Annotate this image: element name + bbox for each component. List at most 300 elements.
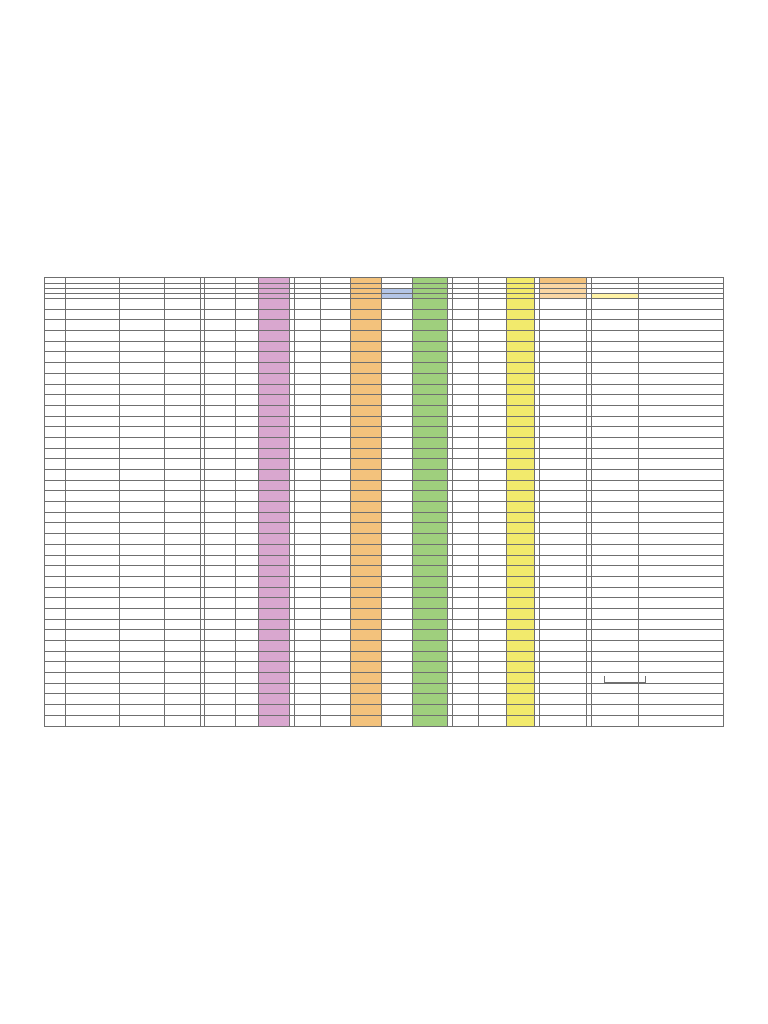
table-cell xyxy=(235,373,259,384)
table-cell xyxy=(259,309,290,320)
table-row xyxy=(45,341,724,352)
table-cell xyxy=(591,576,638,587)
table-cell xyxy=(478,470,506,481)
table-cell xyxy=(478,608,506,619)
table-cell xyxy=(45,373,66,384)
table-cell xyxy=(235,427,259,438)
table-cell xyxy=(539,341,586,352)
table-cell xyxy=(66,715,120,726)
table-cell xyxy=(452,405,478,416)
table-cell xyxy=(165,523,200,534)
table-cell xyxy=(412,384,447,395)
table-cell xyxy=(205,534,236,545)
table-cell xyxy=(506,608,534,619)
table-row xyxy=(45,427,724,438)
table-cell xyxy=(351,502,382,513)
table-cell xyxy=(45,587,66,598)
table-cell xyxy=(66,395,120,406)
table-cell xyxy=(506,512,534,523)
table-cell xyxy=(382,470,413,481)
table-row xyxy=(45,715,724,726)
table-cell xyxy=(205,512,236,523)
table-cell xyxy=(165,299,200,310)
salary-arrears-sheet xyxy=(44,277,724,727)
table-cell xyxy=(478,534,506,545)
table-cell xyxy=(412,544,447,555)
table-cell xyxy=(259,715,290,726)
table-cell xyxy=(478,427,506,438)
table-cell xyxy=(294,705,320,716)
table-cell xyxy=(120,437,165,448)
table-cell xyxy=(45,705,66,716)
table-cell xyxy=(120,363,165,374)
table-cell xyxy=(294,384,320,395)
table-cell xyxy=(539,384,586,395)
table-cell xyxy=(539,619,586,630)
table-cell xyxy=(506,331,534,342)
table-cell xyxy=(382,544,413,555)
table-cell xyxy=(539,630,586,641)
table-cell xyxy=(165,470,200,481)
table-cell xyxy=(506,662,534,673)
table-cell xyxy=(120,502,165,513)
table-cell xyxy=(412,576,447,587)
table-cell xyxy=(351,544,382,555)
table-cell xyxy=(452,630,478,641)
table-row xyxy=(45,331,724,342)
table-cell xyxy=(412,395,447,406)
table-cell xyxy=(638,662,723,673)
table-cell xyxy=(320,405,351,416)
table-cell xyxy=(235,523,259,534)
table-row xyxy=(45,299,724,310)
table-cell xyxy=(506,502,534,513)
table-cell xyxy=(591,448,638,459)
table-cell xyxy=(235,395,259,406)
table-cell xyxy=(351,651,382,662)
table-cell xyxy=(45,437,66,448)
table-cell xyxy=(539,448,586,459)
table-cell xyxy=(205,309,236,320)
table-cell xyxy=(294,598,320,609)
table-cell xyxy=(382,715,413,726)
table-cell xyxy=(412,523,447,534)
table-cell xyxy=(452,416,478,427)
table-cell xyxy=(382,384,413,395)
table-cell xyxy=(506,373,534,384)
table-cell xyxy=(235,341,259,352)
table-cell xyxy=(539,309,586,320)
table-cell xyxy=(452,576,478,587)
table-cell xyxy=(452,555,478,566)
table-cell xyxy=(235,352,259,363)
table-cell xyxy=(506,576,534,587)
table-cell xyxy=(259,566,290,577)
table-cell xyxy=(591,373,638,384)
table-cell xyxy=(165,705,200,716)
table-cell xyxy=(66,512,120,523)
table-cell xyxy=(165,651,200,662)
table-cell xyxy=(478,523,506,534)
table-cell xyxy=(120,619,165,630)
table-cell xyxy=(120,705,165,716)
table-cell xyxy=(120,587,165,598)
table-cell xyxy=(412,363,447,374)
table-cell xyxy=(320,502,351,513)
table-cell xyxy=(591,555,638,566)
table-cell xyxy=(320,416,351,427)
table-cell xyxy=(120,416,165,427)
table-cell xyxy=(591,544,638,555)
table-cell xyxy=(45,309,66,320)
table-cell xyxy=(259,619,290,630)
table-cell xyxy=(320,309,351,320)
table-cell xyxy=(351,619,382,630)
table-cell xyxy=(478,416,506,427)
table-cell xyxy=(382,299,413,310)
table-cell xyxy=(412,427,447,438)
table-cell xyxy=(235,651,259,662)
table-cell xyxy=(165,598,200,609)
table-cell xyxy=(66,320,120,331)
table-cell xyxy=(351,309,382,320)
table-cell xyxy=(120,544,165,555)
table-cell xyxy=(259,427,290,438)
table-cell xyxy=(452,587,478,598)
table-cell xyxy=(66,502,120,513)
table-cell xyxy=(205,405,236,416)
table-cell xyxy=(382,608,413,619)
table-cell xyxy=(259,608,290,619)
table-cell xyxy=(320,470,351,481)
table-cell xyxy=(351,534,382,545)
table-cell xyxy=(506,405,534,416)
table-cell xyxy=(320,373,351,384)
table-cell xyxy=(638,608,723,619)
table-cell xyxy=(45,491,66,502)
table-cell xyxy=(478,352,506,363)
table-cell xyxy=(320,630,351,641)
table-cell xyxy=(120,641,165,652)
table-cell xyxy=(591,630,638,641)
table-cell xyxy=(320,566,351,577)
table-cell xyxy=(205,373,236,384)
table-cell xyxy=(382,641,413,652)
table-cell xyxy=(205,641,236,652)
table-cell xyxy=(294,437,320,448)
table-cell xyxy=(638,480,723,491)
table-cell xyxy=(120,341,165,352)
table-cell xyxy=(591,523,638,534)
table-cell xyxy=(205,416,236,427)
table-cell xyxy=(478,320,506,331)
arrears-table xyxy=(44,277,724,727)
table-cell xyxy=(452,299,478,310)
table-cell xyxy=(235,512,259,523)
table-cell xyxy=(66,341,120,352)
table-cell xyxy=(235,705,259,716)
table-cell xyxy=(351,491,382,502)
table-cell xyxy=(45,427,66,438)
table-cell xyxy=(539,491,586,502)
table-cell xyxy=(294,352,320,363)
table-cell xyxy=(259,662,290,673)
table-cell xyxy=(259,437,290,448)
table-cell xyxy=(638,470,723,481)
table-cell xyxy=(351,715,382,726)
table-cell xyxy=(351,341,382,352)
table-cell xyxy=(478,480,506,491)
table-cell xyxy=(591,470,638,481)
table-cell xyxy=(351,630,382,641)
table-cell xyxy=(539,705,586,716)
table-cell xyxy=(205,576,236,587)
table-cell xyxy=(165,619,200,630)
table-row xyxy=(45,448,724,459)
table-cell xyxy=(591,437,638,448)
table-cell xyxy=(506,448,534,459)
table-cell xyxy=(591,341,638,352)
table-cell xyxy=(452,715,478,726)
table-cell xyxy=(45,341,66,352)
table-cell xyxy=(412,416,447,427)
table-row xyxy=(45,405,724,416)
table-cell xyxy=(45,395,66,406)
table-row xyxy=(45,470,724,481)
table-cell xyxy=(539,363,586,374)
table-cell xyxy=(638,341,723,352)
table-cell xyxy=(259,587,290,598)
table-cell xyxy=(638,587,723,598)
table-cell xyxy=(165,715,200,726)
table-cell xyxy=(66,299,120,310)
table-cell xyxy=(412,512,447,523)
table-cell xyxy=(45,480,66,491)
table-row xyxy=(45,587,724,598)
table-cell xyxy=(320,331,351,342)
table-cell xyxy=(382,662,413,673)
table-cell xyxy=(591,502,638,513)
table-cell xyxy=(235,416,259,427)
table-cell xyxy=(235,544,259,555)
table-cell xyxy=(506,587,534,598)
table-cell xyxy=(294,309,320,320)
table-cell xyxy=(205,320,236,331)
table-row xyxy=(45,352,724,363)
table-cell xyxy=(638,405,723,416)
table-cell xyxy=(205,341,236,352)
table-cell xyxy=(120,320,165,331)
table-cell xyxy=(478,331,506,342)
table-cell xyxy=(452,608,478,619)
table-cell xyxy=(259,299,290,310)
table-cell xyxy=(638,555,723,566)
table-cell xyxy=(506,309,534,320)
table-cell xyxy=(478,587,506,598)
table-cell xyxy=(45,651,66,662)
table-cell xyxy=(412,534,447,545)
table-cell xyxy=(452,309,478,320)
table-cell xyxy=(294,299,320,310)
table-cell xyxy=(66,598,120,609)
table-cell xyxy=(412,566,447,577)
table-cell xyxy=(45,363,66,374)
table-cell xyxy=(235,309,259,320)
table-cell xyxy=(382,341,413,352)
table-cell xyxy=(66,427,120,438)
table-cell xyxy=(452,437,478,448)
table-cell xyxy=(120,534,165,545)
table-cell xyxy=(259,534,290,545)
table-cell xyxy=(294,608,320,619)
table-cell xyxy=(235,619,259,630)
table-cell xyxy=(205,299,236,310)
table-cell xyxy=(382,437,413,448)
table-cell xyxy=(638,630,723,641)
table-cell xyxy=(478,502,506,513)
table-row xyxy=(45,512,724,523)
table-cell xyxy=(506,523,534,534)
table-cell xyxy=(452,459,478,470)
table-cell xyxy=(478,544,506,555)
table-cell xyxy=(412,459,447,470)
table-cell xyxy=(591,309,638,320)
table-cell xyxy=(412,662,447,673)
table-cell xyxy=(452,470,478,481)
table-cell xyxy=(591,427,638,438)
table-cell xyxy=(539,576,586,587)
table-cell xyxy=(45,502,66,513)
table-cell xyxy=(351,523,382,534)
table-cell xyxy=(165,320,200,331)
table-cell xyxy=(45,459,66,470)
table-cell xyxy=(638,437,723,448)
table-cell xyxy=(259,630,290,641)
table-cell xyxy=(165,405,200,416)
table-cell xyxy=(412,405,447,416)
table-cell xyxy=(412,448,447,459)
table-cell xyxy=(382,651,413,662)
table-cell xyxy=(320,598,351,609)
table-cell xyxy=(412,641,447,652)
table-cell xyxy=(591,480,638,491)
table-row xyxy=(45,416,724,427)
table-cell xyxy=(452,566,478,577)
table-cell xyxy=(120,427,165,438)
table-cell xyxy=(165,555,200,566)
table-cell xyxy=(638,427,723,438)
table-cell xyxy=(294,587,320,598)
table-cell xyxy=(478,373,506,384)
table-cell xyxy=(452,491,478,502)
table-cell xyxy=(66,373,120,384)
table-cell xyxy=(351,480,382,491)
table-cell xyxy=(351,512,382,523)
table-cell xyxy=(452,512,478,523)
table-cell xyxy=(320,544,351,555)
table-cell xyxy=(638,544,723,555)
table-cell xyxy=(259,641,290,652)
table-cell xyxy=(320,395,351,406)
table-cell xyxy=(45,619,66,630)
table-cell xyxy=(539,598,586,609)
table-cell xyxy=(165,576,200,587)
table-cell xyxy=(591,534,638,545)
table-cell xyxy=(412,715,447,726)
table-cell xyxy=(452,705,478,716)
table-cell xyxy=(412,373,447,384)
table-cell xyxy=(205,715,236,726)
grand-total-value xyxy=(604,676,646,683)
table-cell xyxy=(478,448,506,459)
table-cell xyxy=(45,544,66,555)
table-cell xyxy=(165,630,200,641)
table-cell xyxy=(294,331,320,342)
table-row xyxy=(45,630,724,641)
table-cell xyxy=(66,491,120,502)
table-cell xyxy=(66,555,120,566)
table-cell xyxy=(478,619,506,630)
notes-section xyxy=(44,683,724,700)
table-cell xyxy=(351,320,382,331)
table-cell xyxy=(45,448,66,459)
table-cell xyxy=(165,534,200,545)
table-cell xyxy=(294,448,320,459)
table-cell xyxy=(382,480,413,491)
table-cell xyxy=(205,705,236,716)
table-cell xyxy=(638,352,723,363)
table-cell xyxy=(382,395,413,406)
table-cell xyxy=(259,384,290,395)
table-cell xyxy=(235,502,259,513)
table-cell xyxy=(478,299,506,310)
table-row xyxy=(45,534,724,545)
table-cell xyxy=(120,566,165,577)
table-cell xyxy=(120,470,165,481)
table-row xyxy=(45,502,724,513)
table-cell xyxy=(539,299,586,310)
table-cell xyxy=(294,544,320,555)
table-cell xyxy=(120,405,165,416)
table-cell xyxy=(478,384,506,395)
table-cell xyxy=(165,566,200,577)
table-cell xyxy=(506,619,534,630)
table-cell xyxy=(45,416,66,427)
table-cell xyxy=(452,373,478,384)
table-cell xyxy=(259,705,290,716)
table-cell xyxy=(506,641,534,652)
table-cell xyxy=(638,331,723,342)
table-row xyxy=(45,384,724,395)
table-row xyxy=(45,363,724,374)
table-cell xyxy=(66,576,120,587)
table-cell xyxy=(412,587,447,598)
table-cell xyxy=(235,576,259,587)
table-cell xyxy=(591,608,638,619)
table-cell xyxy=(205,608,236,619)
table-row xyxy=(45,395,724,406)
table-cell xyxy=(382,459,413,470)
table-cell xyxy=(351,608,382,619)
table-cell xyxy=(259,405,290,416)
table-row xyxy=(45,373,724,384)
table-cell xyxy=(382,427,413,438)
table-cell xyxy=(539,512,586,523)
table-cell xyxy=(165,373,200,384)
table-cell xyxy=(351,299,382,310)
table-cell xyxy=(235,598,259,609)
table-cell xyxy=(294,630,320,641)
